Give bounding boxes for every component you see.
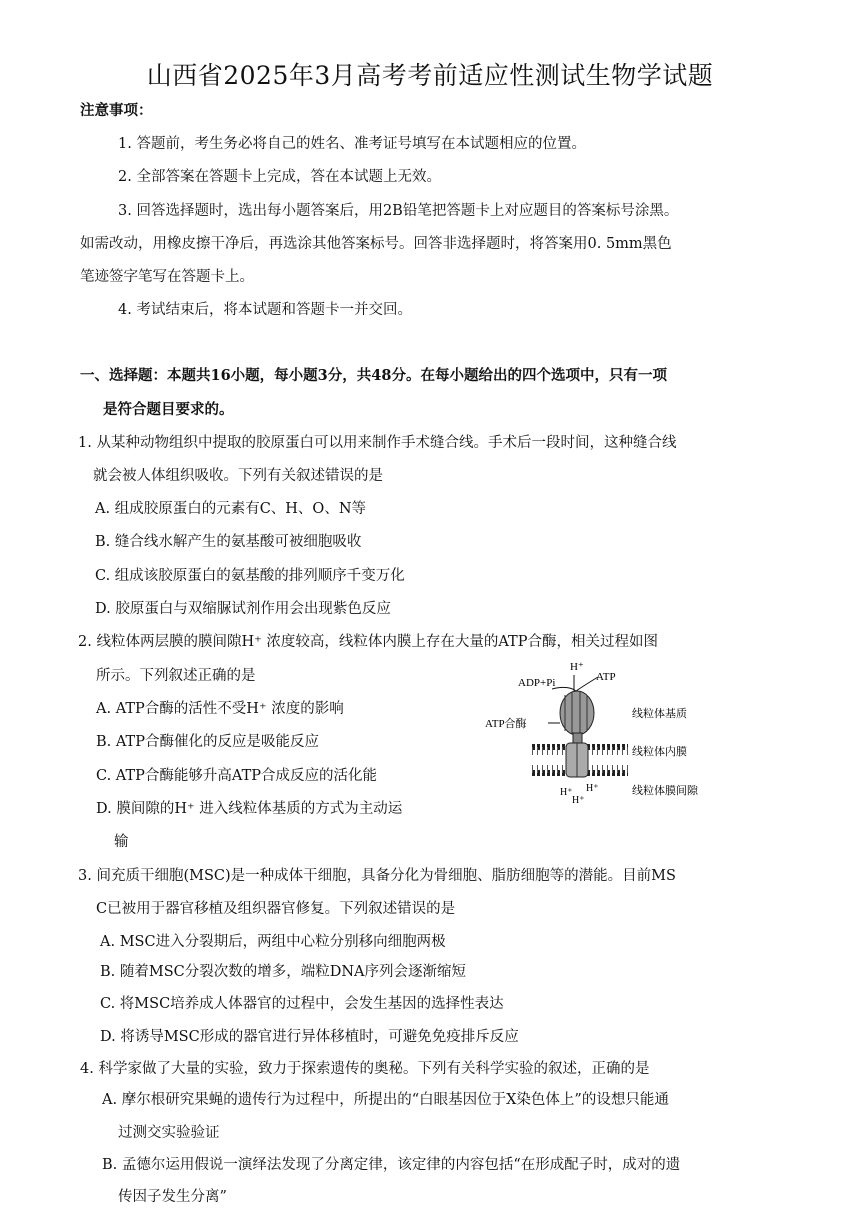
arrow (576, 677, 598, 691)
option-c: C. ATP合酶能够升高ATP合成反应的活化能 (96, 768, 378, 784)
question-stem: C已被用于器官移植及组织器官修复。下列叙述错误的是 (96, 901, 456, 917)
option-d: D. 将诱导MSC形成的器官进行异体移植时，可避免免疫排斥反应 (100, 1029, 519, 1045)
option-a: A. ATP合酶的活性不受H⁺ 浓度的影响 (96, 701, 344, 717)
atp-label: ATP (596, 671, 616, 683)
section-heading: 一、选择题：本题共16小题，每小题3分，共48分。在每小题给出的四个选项中，只有一项 (80, 367, 667, 384)
question-stem: 4. 科学家做了大量的实验，致力于探索遗传的奥秘。下列有关科学实验的叙述，正确的是 (80, 1061, 650, 1077)
atp-synthase-label: ATP合酶 (485, 718, 527, 730)
option-d: D. 膜间隙的H⁺ 进入线粒体基质的方式为主动运 (96, 801, 403, 817)
atp-synthase-diagram (480, 655, 740, 815)
notice-item: 4. 考试结束后，将本试题和答题卡一并交回。 (118, 302, 412, 318)
question-stem: 1. 从某种动物组织中提取的胶原蛋白可以用来制作手术缝合线。手术后一段时间，这种缝合线 (78, 435, 677, 451)
h-ion-top-label: H⁺ (570, 661, 584, 673)
h-ion-label: H⁺ (572, 795, 585, 806)
option-a: A. 摩尔根研究果蝇的遗传行为过程中，所提出的“白眼基因位于X染色体上”的设想只能通 (102, 1092, 669, 1108)
option-b: B. 缝合线水解产生的氨基酸可被细胞吸收 (95, 534, 362, 550)
option-a-cont: 过测交实验验证 (118, 1125, 220, 1141)
option-d-cont: 输 (114, 834, 129, 850)
option-c: C. 组成该胶原蛋白的氨基酸的排列顺序千变万化 (95, 568, 405, 584)
option-a: A. MSC进入分裂期后，两组中心粒分别移向细胞两极 (100, 934, 446, 950)
question-stem: 2. 线粒体两层膜的膜间隙H⁺ 浓度较高，线粒体内膜上存在大量的ATP合酶，相关过程如图 (78, 634, 658, 650)
notice-item: 1. 答题前，考生务必将自己的姓名、准考证号填写在本试题相应的位置。 (118, 136, 586, 152)
option-a: A. 组成胶原蛋白的元素有C、H、O、N等 (95, 501, 367, 517)
intermembrane-space-label: 线粒体膜间隙 (632, 785, 698, 797)
h-ion-label: H⁺ (586, 783, 599, 794)
h-ion-label: H⁺ (560, 787, 573, 798)
inner-membrane-label: 线粒体内膜 (632, 746, 687, 758)
option-b-cont: 传因子发生分离” (118, 1189, 227, 1205)
notice-item: 如需改动，用橡皮擦干净后，再选涂其他答案标号。回答非选择题时，将答案用0. 5mm黑色 (80, 236, 672, 252)
option-b: B. ATP合酶催化的反应是吸能反应 (96, 734, 319, 750)
question-stem: 所示。下列叙述正确的是 (96, 668, 256, 684)
question-stem: 3. 间充质干细胞(MSC)是一种成体干细胞，具备分化为骨细胞、脂肪细胞等的潜能。目前MS (78, 868, 676, 884)
notice-heading: 注意事项： (80, 102, 153, 119)
option-b: B. 随着MSC分裂次数的增多，端粒DNA序列会逐渐缩短 (100, 964, 467, 980)
notice-item: 笔迹签字笔写在答题卡上。 (80, 269, 254, 285)
section-heading-cont: 是符合题目要求的。 (103, 401, 234, 418)
question-stem: 就会被人体组织吸收。下列有关叙述错误的是 (93, 468, 383, 484)
option-b: B. 孟德尔运用假说一演绎法发现了分离定律，该定律的内容包括“在形成配子时，成对的遗 (102, 1157, 681, 1173)
option-c: C. 将MSC培养成人体器官的过程中，会发生基因的选择性表达 (100, 996, 504, 1012)
notice-item: 2. 全部答案在答题卡上完成，答在本试题上无效。 (118, 169, 441, 185)
adp-pi-label: ADP+Pi (518, 677, 556, 689)
matrix-label: 线粒体基质 (632, 708, 687, 720)
arrow (552, 687, 576, 691)
option-d: D. 胶原蛋白与双缩脲试剂作用会出现紫色反应 (95, 601, 391, 617)
atp-synthase-figure (480, 655, 740, 815)
page-title: 山西省2025年3月高考考前适应性测试生物学试题 (146, 61, 714, 90)
notice-item: 3. 回答选择题时，选出每小题答案后，用2B铅笔把答题卡上对应题目的答案标号涂黑。 (118, 203, 679, 219)
